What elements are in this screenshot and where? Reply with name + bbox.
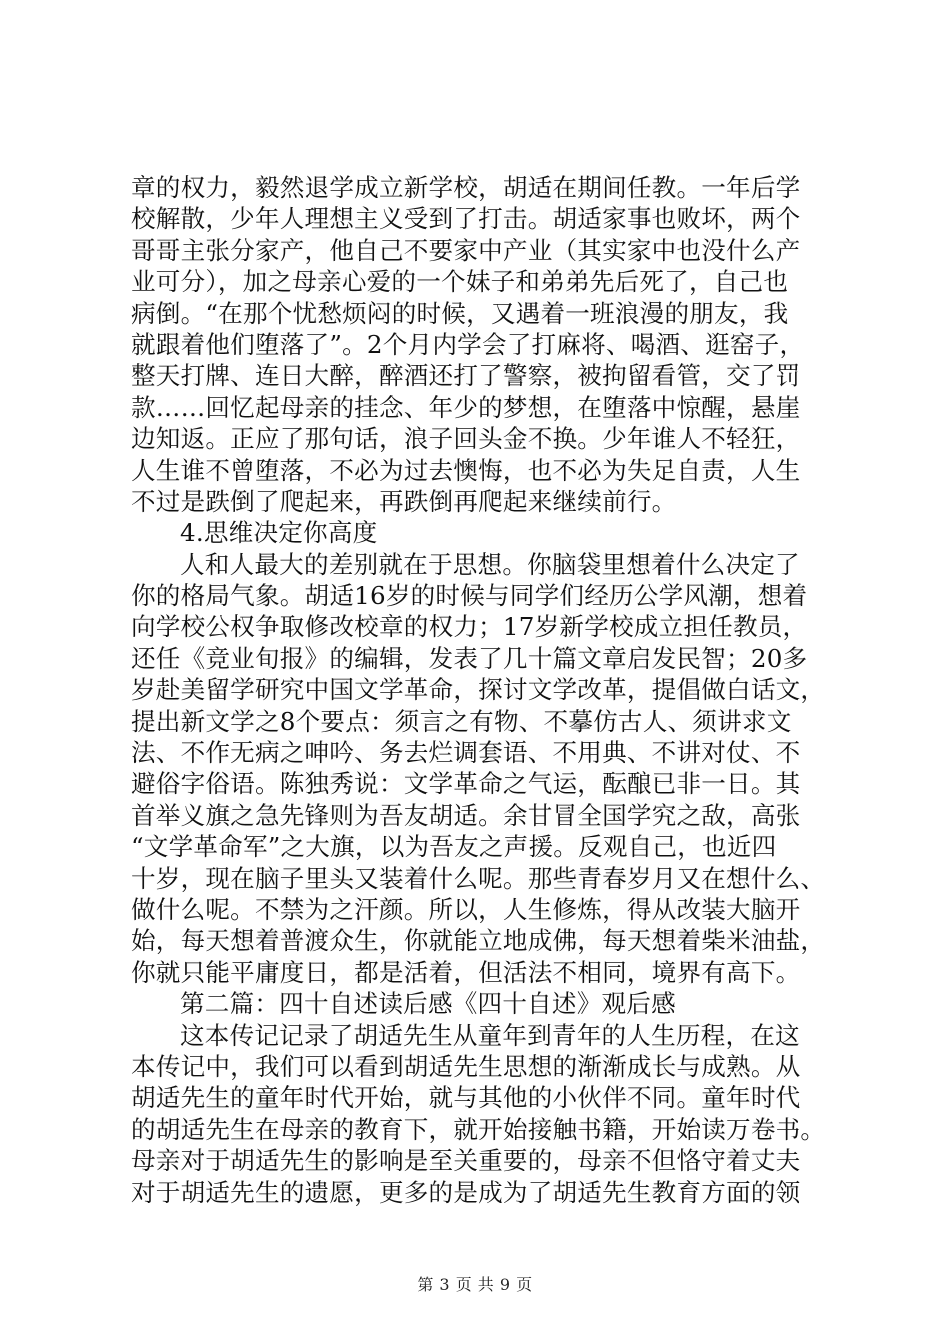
body-text <box>131 172 831 1208</box>
text-line: 始，每天想着普渡众生，你就能立地成佛，每天想着柴米油盐， <box>131 926 826 956</box>
text-line: 第二篇：四十自述读后感《四十自述》观后感 <box>180 989 676 1019</box>
text-line: 这本传记记录了胡适先生从童年到青年的人生历程，在这 <box>180 1020 800 1050</box>
text-line: 做什么呢。不禁为之汗颜。所以，人生修炼，得从改装大脑开 <box>131 894 801 924</box>
text-line: 法、不作无病之呻吟、务去烂调套语、不用典、不讲对仗、不 <box>131 738 801 768</box>
text-line: 的胡适先生在母亲的教育下，就开始接触书籍，开始读万卷书。 <box>131 1114 826 1144</box>
text-line: 校解散，少年人理想主义受到了打击。胡适家事也败坏，两个 <box>131 204 801 234</box>
text-line: 哥哥主张分家产，他自己不要家中产业（其实家中也没什么产 <box>131 235 801 265</box>
text-line: 还任《竞业旬报》的编辑，发表了几十篇文章启发民智；20多 <box>131 643 808 673</box>
text-line: 本传记中，我们可以看到胡适先生思想的渐渐成长与成熟。从 <box>131 1051 801 1081</box>
text-line: 人生谁不曾堕落，不必为过去懊悔，也不必为失足自责，人生 <box>131 455 801 485</box>
text-line: 你就只能平庸度日，都是活着，但活法不相同，境界有高下。 <box>131 957 801 987</box>
text-line: 你的格局气象。胡适16岁的时候与同学们经历公学风潮，想着 <box>131 581 808 611</box>
text-line: 向学校公权争取修改校章的权力；17岁新学校成立担任教员， <box>131 612 808 642</box>
text-line: 4.思维决定你高度 <box>180 518 378 548</box>
text-line: 款……回忆起母亲的挂念、年少的梦想，在堕落中惊醒，悬崖 <box>131 392 801 422</box>
text-line: 边知返。正应了那句话，浪子回头金不换。少年谁人不轻狂， <box>131 424 801 454</box>
text-line: 母亲对于胡适先生的影响是至关重要的，母亲不但恪守着丈夫 <box>131 1146 801 1176</box>
text-line: 业可分），加之母亲心爱的一个妹子和弟弟先后死了，自己也 <box>131 267 789 297</box>
text-line: 人和人最大的差别就在于思想。你脑袋里想着什么决定了 <box>180 549 800 579</box>
text-line: 对于胡适先生的遗愿，更多的是成为了胡适先生教育方面的领 <box>131 1177 801 1207</box>
text-line: 胡适先生的童年时代开始，就与其他的小伙伴不同。童年时代 <box>131 1083 801 1113</box>
text-line: 章的权力，毅然退学成立新学校，胡适在期间任教。一年后学 <box>131 173 801 202</box>
text-line: 就跟着他们堕落了”。2个月内学会了打麻将、喝酒、逛窑子， <box>131 329 805 359</box>
text-line: 整天打牌、连日大醉，醉酒还打了警察，被拘留看管，交了罚 <box>131 361 801 391</box>
text-line: 提出新文学之8个要点：须言之有物、不摹仿古人、须讲求文 <box>131 706 792 736</box>
text-line: “文学革命军”之大旗，以为吾友之声援。反观自己，也近四 <box>131 832 777 862</box>
text-line: 岁赴美留学研究中国文学革命，探讨文学改革，提倡做白话文， <box>131 675 826 705</box>
text-line: 不过是跌倒了爬起来，再跌倒再爬起来继续前行。 <box>131 486 677 516</box>
page-footer: 第 3 页 共 9 页 <box>417 1275 533 1294</box>
text-line: 病倒。“在那个忧愁烦闷的时候，又遇着一班浪漫的朋友，我 <box>131 298 789 328</box>
text-line: 十岁，现在脑子里头又装着什么呢。那些青春岁月又在想什么、 <box>131 863 826 893</box>
text-line: 避俗字俗语。陈独秀说：文学革命之气运，酝酿已非一日。其 <box>131 769 801 799</box>
text-line: 首举义旗之急先锋则为吾友胡适。余甘冒全国学究之敌，高张 <box>131 800 801 830</box>
